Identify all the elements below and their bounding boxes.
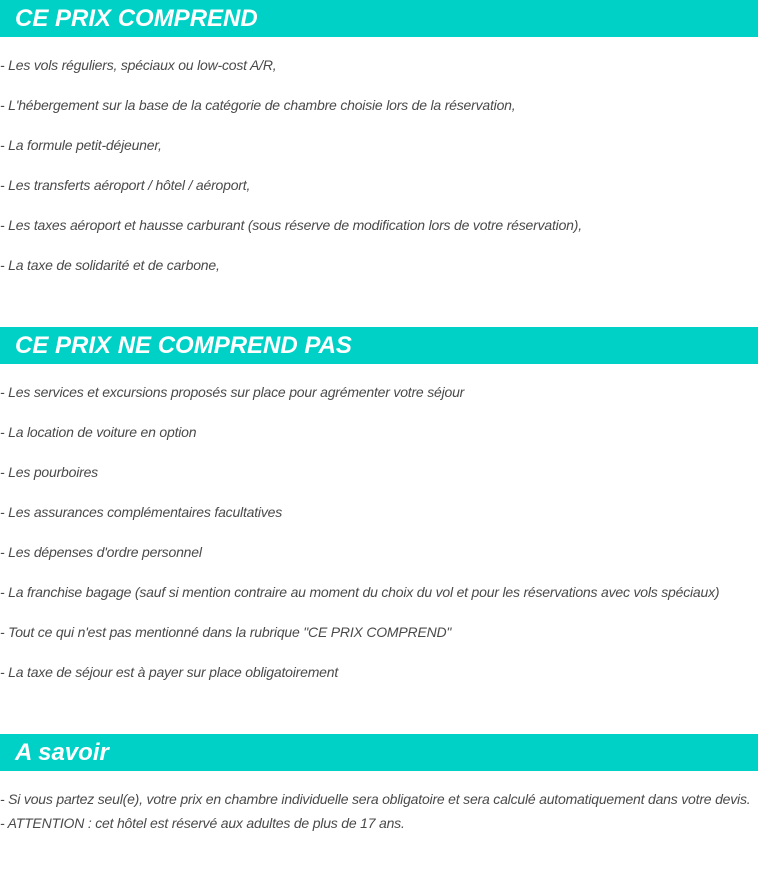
not-included-list xyxy=(0,382,758,702)
list-item: - La formule petit-déjeuner, xyxy=(0,137,162,153)
a-savoir-section-header: A savoir xyxy=(0,734,758,771)
included-list xyxy=(0,55,758,295)
a-savoir-notes xyxy=(0,788,752,835)
list-item: - Les assurances complémentaires facultatives xyxy=(0,504,283,520)
list-item: - Les pourboires xyxy=(0,464,98,480)
a-savoir-note: - ATTENTION : cet hôtel est réservé aux adultes de plus de 17 ans. xyxy=(0,814,405,831)
list-item: - La location de voiture en option xyxy=(0,424,197,440)
list-item: - Les transferts aéroport / hôtel / aéroport, xyxy=(0,177,251,193)
list-item: - La taxe de séjour est à payer sur place obligatoirement xyxy=(0,664,339,680)
list-item: - Les services et excursions proposés sur place pour agrémenter votre séjour xyxy=(0,384,465,400)
list-item: - L'hébergement sur la base de la catégorie de chambre choisie lors de la réservation, xyxy=(0,97,516,113)
a-savoir-note: - Si vous partez seul(e), votre prix en chambre individuelle sera obligatoire et sera calculé automatiquement dans votre devis. xyxy=(0,791,751,807)
included-section-header: CE PRIX COMPREND xyxy=(0,0,758,37)
list-item: - Les taxes aéroport et hausse carburant (sous réserve de modification lors de votre réservation), xyxy=(0,217,582,233)
list-item: - Les dépenses d'ordre personnel xyxy=(0,544,202,560)
list-item: - Les vols réguliers, spéciaux ou low-cost A/R, xyxy=(0,57,277,73)
list-item: - Tout ce qui n'est pas mentionné dans la rubrique "CE PRIX COMPREND" xyxy=(0,624,452,640)
list-item: - La franchise bagage (sauf si mention contraire au moment du choix du vol et pour les réservations avec vols spéciaux) xyxy=(0,584,720,600)
not-included-section-header: CE PRIX NE COMPREND PAS xyxy=(0,327,758,364)
list-item: - La taxe de solidarité et de carbone, xyxy=(0,257,220,273)
